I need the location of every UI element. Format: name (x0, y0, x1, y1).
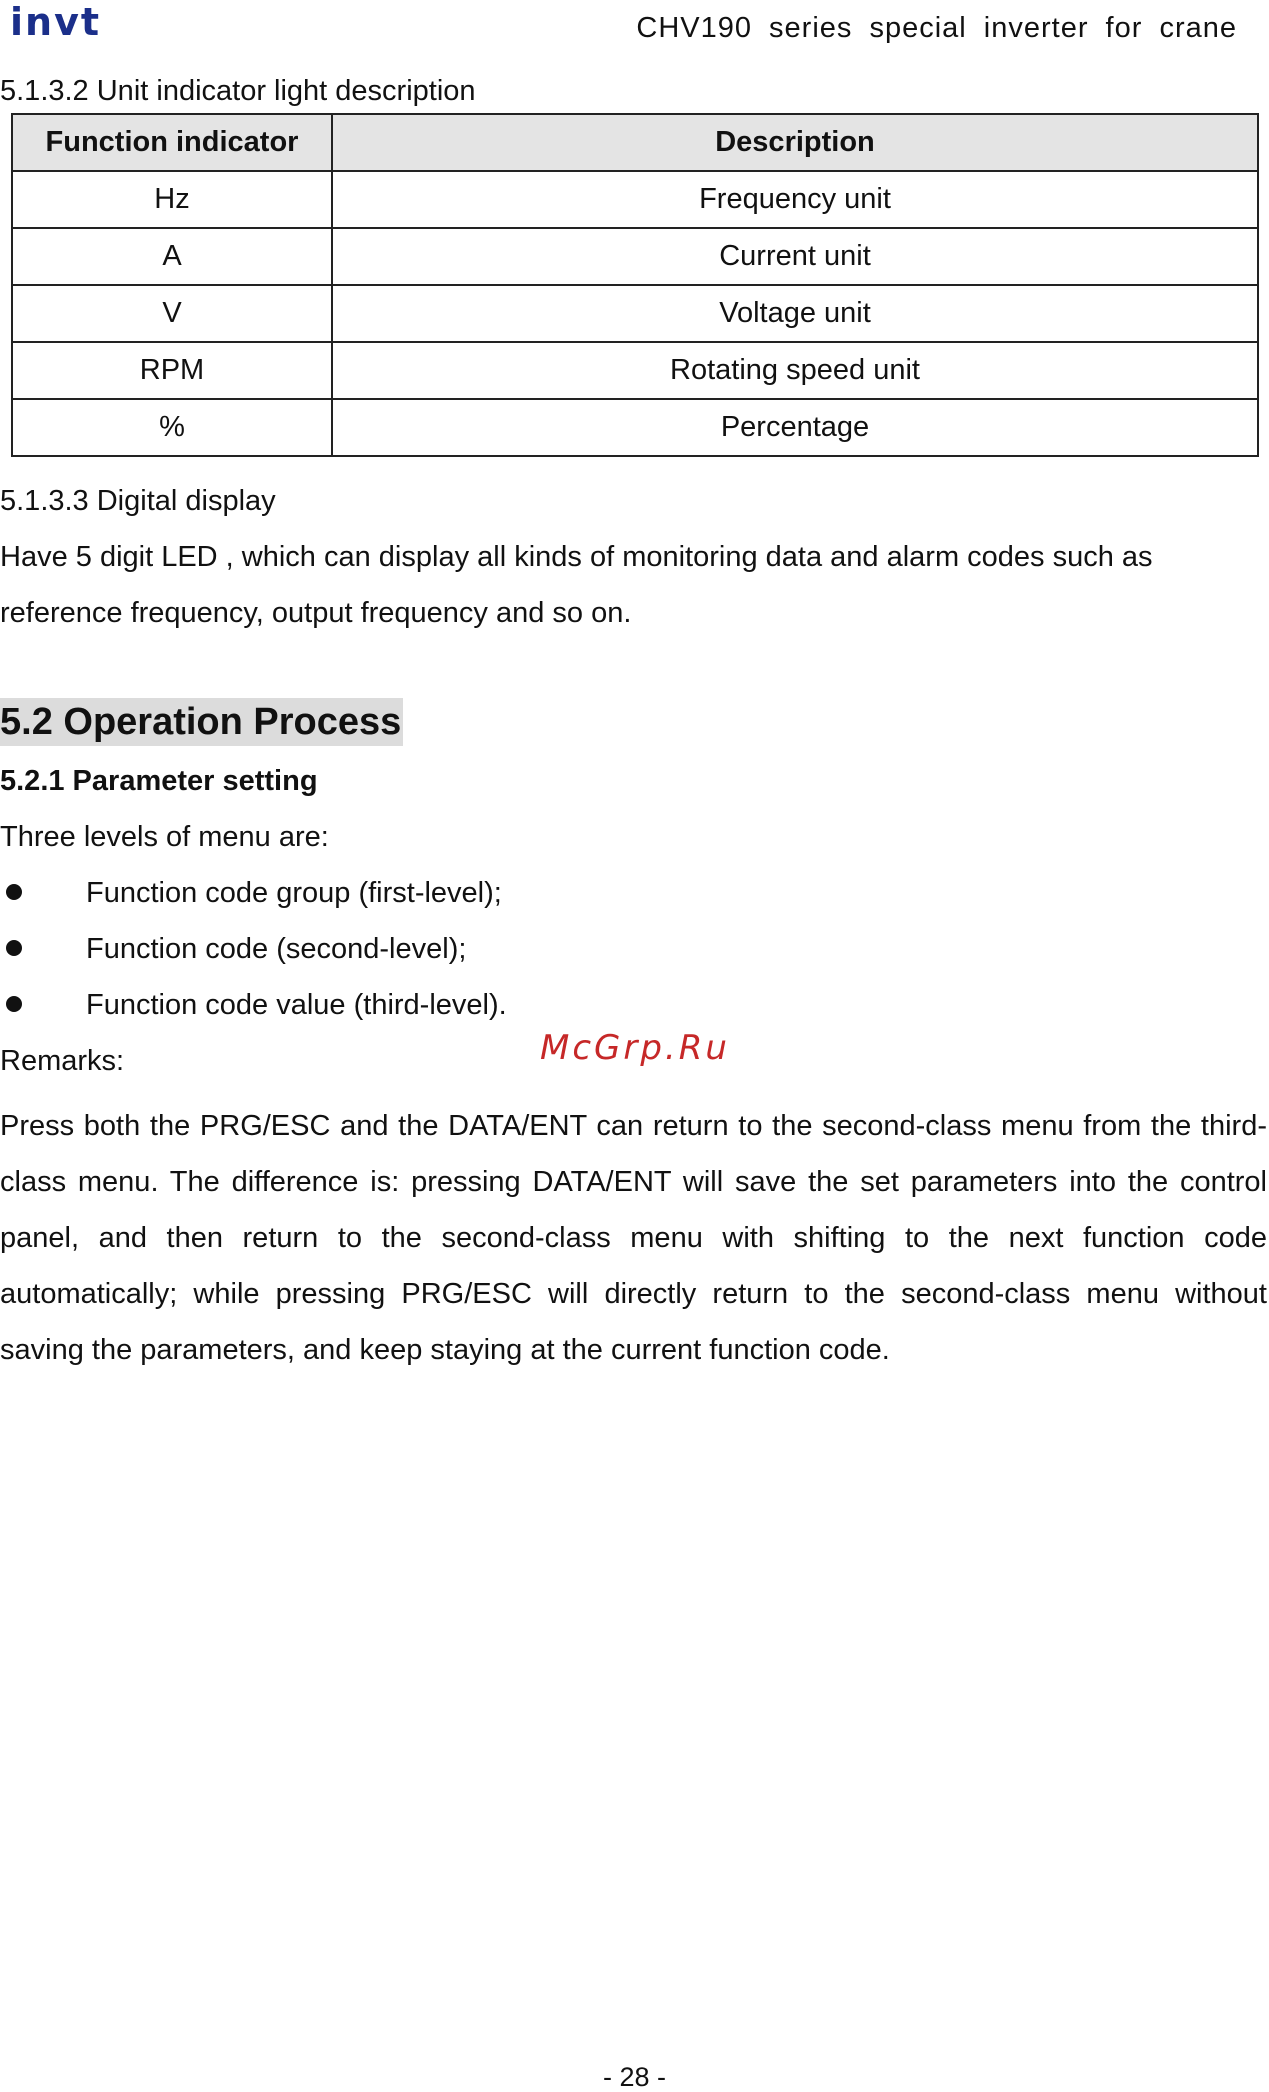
indicator-cell: A (12, 228, 332, 285)
bullet-item-second-level: Function code (second-level); (86, 933, 467, 965)
header-title: CHV190 series special inverter for crane (636, 12, 1237, 44)
table-row (12, 399, 1258, 456)
operation-process-heading: 5.2 Operation Process (0, 698, 403, 746)
menu-levels-intro: Three levels of menu are: (0, 821, 329, 853)
table-row (12, 285, 1258, 342)
table-row (12, 228, 1258, 285)
description-cell: Frequency unit (332, 171, 1258, 228)
brand-logo: invt (10, 0, 102, 44)
bullet-dot (6, 996, 22, 1012)
indicator-cell: Hz (12, 171, 332, 228)
description-cell: Percentage (332, 399, 1258, 456)
remarks-label: Remarks: (0, 1045, 125, 1077)
bullet-item-first-level: Function code group (first-level); (86, 877, 502, 909)
table-header-row (12, 114, 1258, 171)
page-number: - 28 - (602, 2062, 667, 2092)
parameter-setting-heading: 5.2.1 Parameter setting (0, 765, 318, 797)
unit-indicator-heading: 5.1.3.2 Unit indicator light description (0, 75, 476, 107)
indicator-cell: RPM (12, 342, 332, 399)
remarks-paragraph: Press both the PRG/ESC and the DATA/ENT can return to the second-class menu from the third-class menu. The difference is: pressing DATA/ENT will save the set parameters into the control panel, and then return to the second-class menu with shifting to the next function code automatically; while pressing PRG/ESC will directly return to the second-class menu without saving the parameters, and keep staying at the current function code. (0, 1110, 1267, 1366)
indicator-cell: % (12, 399, 332, 456)
table-row (12, 342, 1258, 399)
unit-indicator-table (11, 113, 1259, 457)
digital-display-text-line-2: reference frequency, output frequency and so on. (0, 597, 632, 629)
column-header-function-indicator: Function indicator (12, 114, 332, 171)
bullet-dot (6, 940, 22, 956)
indicator-cell: V (12, 285, 332, 342)
bullet-dot (6, 884, 22, 900)
column-header-description: Description (332, 114, 1258, 171)
description-cell: Voltage unit (332, 285, 1258, 342)
description-cell: Current unit (332, 228, 1258, 285)
bullet-item-third-level: Function code value (third-level). (86, 989, 507, 1021)
table-row (12, 171, 1258, 228)
watermark: McGrp.Ru (540, 1028, 730, 1068)
digital-display-heading: 5.1.3.3 Digital display (0, 485, 276, 517)
description-cell: Rotating speed unit (332, 342, 1258, 399)
digital-display-text-line-1: Have 5 digit LED , which can display all kinds of monitoring data and alarm codes such as (0, 541, 1153, 573)
